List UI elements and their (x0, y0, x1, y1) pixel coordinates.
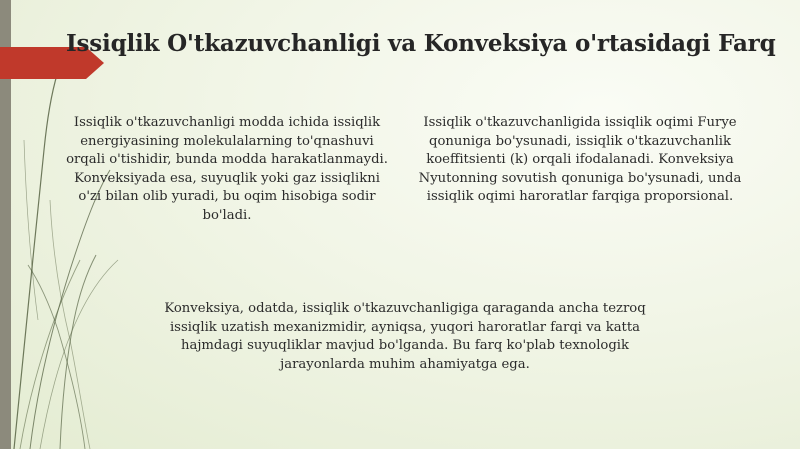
paragraph-conduction-vs-convection: Issiqlik o'tkazuvchanligi modda ichida issiqlik energiyasining molekulalarning to'qnashuvi orqali o'tishidir, bunda modda harakatlanmaydi. Konveksiyada esa, suyuqlik yoki gaz issiqlikni o'zi bilan olib yuradi, bu oqim hisobiga sodir bo'ladi. (66, 115, 388, 223)
paragraph-laws: Issiqlik o'tkazuvchanligida issiqlik oqimi Furye qonuniga bo'ysunadi, issiqlik o'tkazuvchanlik koeffitsienti (k) orqali ifodalanadi. Konveksiya Nyutonning sovutish qonuniga bo'ysunadi, unda issiqlik oqimi haroratlar farqiga proporsional. (418, 115, 742, 204)
slide-title: Issiqlik O'tkazuvchanligi va Konveksiya o'rtasidagi Farq (66, 30, 776, 57)
paragraph-summary: Konveksiya, odatda, issiqlik o'tkazuvchanligiga qaraganda ancha tezroq issiqlik uzatish mexanizmidir, ayniqsa, yuqori haroratlar farqi va katta hajmdagi suyuqliklar mavjud bo'lganda. Bu farq ko'plab texnologik jarayonlarda muhim ahamiyatga ega. (164, 301, 646, 372)
